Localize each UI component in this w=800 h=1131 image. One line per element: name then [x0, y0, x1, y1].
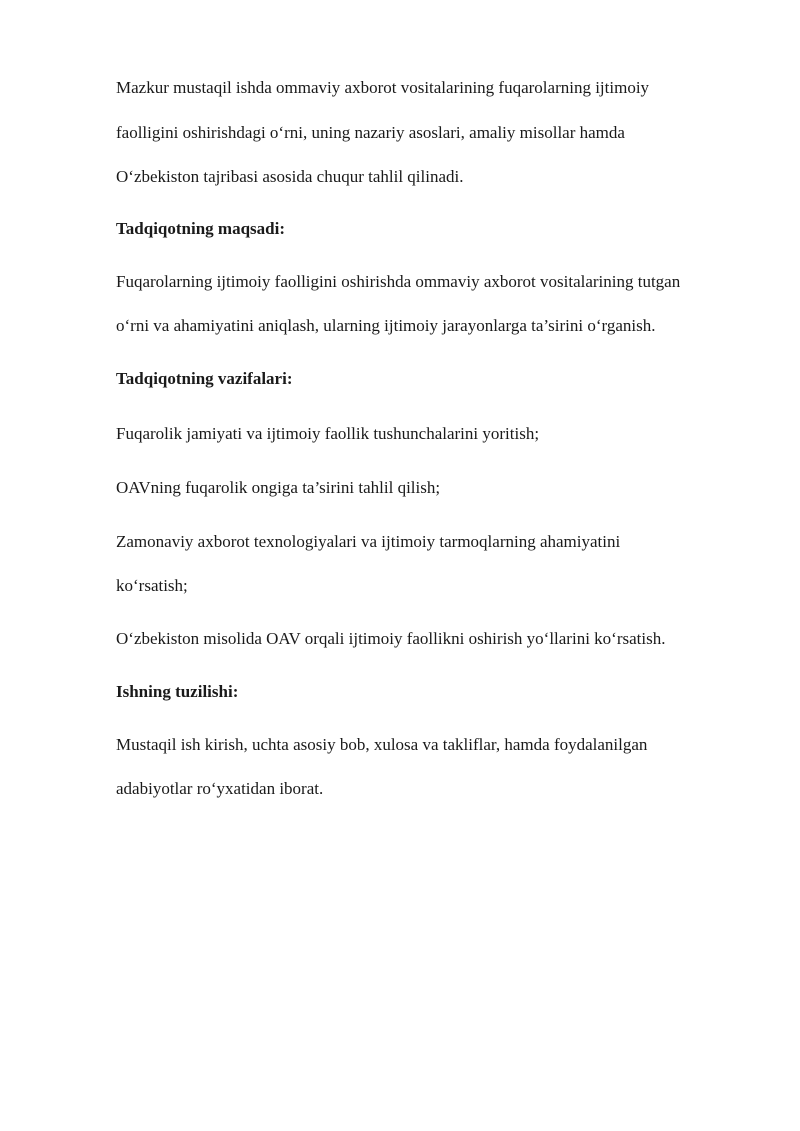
goal-line-2: o‘rni va ahamiyatini aniqlash, ularning ijtimoiy jarayonlarga ta’sirini o‘rganish.	[116, 316, 656, 335]
intro-line-3: O‘zbekiston tajribasi asosida chuqur tahlil qilinadi.	[116, 167, 464, 186]
task-item-4: O‘zbekiston misolida OAV orqali ijtimoiy faollikni oshirish yo‘llarini ko‘rsatish.	[116, 629, 666, 648]
goal-heading: Tadqiqotning maqsadi:	[116, 219, 285, 238]
task-item-1: Fuqarolik jamiyati va ijtimoiy faollik tushunchalarini yoritish;	[116, 424, 540, 443]
task-item-3-line-1: Zamonaviy axborot texnologiyalari va ijtimoiy tarmoqlarning ahamiyatini	[116, 532, 621, 551]
intro-line-1: Mazkur mustaqil ishda ommaviy axborot vositalarining fuqarolarning ijtimoiy	[116, 78, 650, 97]
structure-line-2: adabiyotlar ro‘yxatidan iborat.	[116, 779, 324, 798]
tasks-heading: Tadqiqotning vazifalari:	[116, 369, 293, 388]
goal-line-1: Fuqarolarning ijtimoiy faolligini oshirishda ommaviy axborot vositalarining tutgan	[116, 272, 681, 291]
task-item-3-line-2: ko‘rsatish;	[116, 576, 188, 595]
structure-line-1: Mustaqil ish kirish, uchta asosiy bob, xulosa va takliflar, hamda foydalanilgan	[116, 735, 648, 754]
structure-heading: Ishning tuzilishi:	[116, 682, 239, 701]
intro-line-2: faolligini oshirishdagi o‘rni, uning nazariy asoslari, amaliy misollar hamda	[116, 123, 625, 142]
task-item-2: OAVning fuqarolik ongiga ta’sirini tahlil qilish;	[116, 478, 441, 497]
